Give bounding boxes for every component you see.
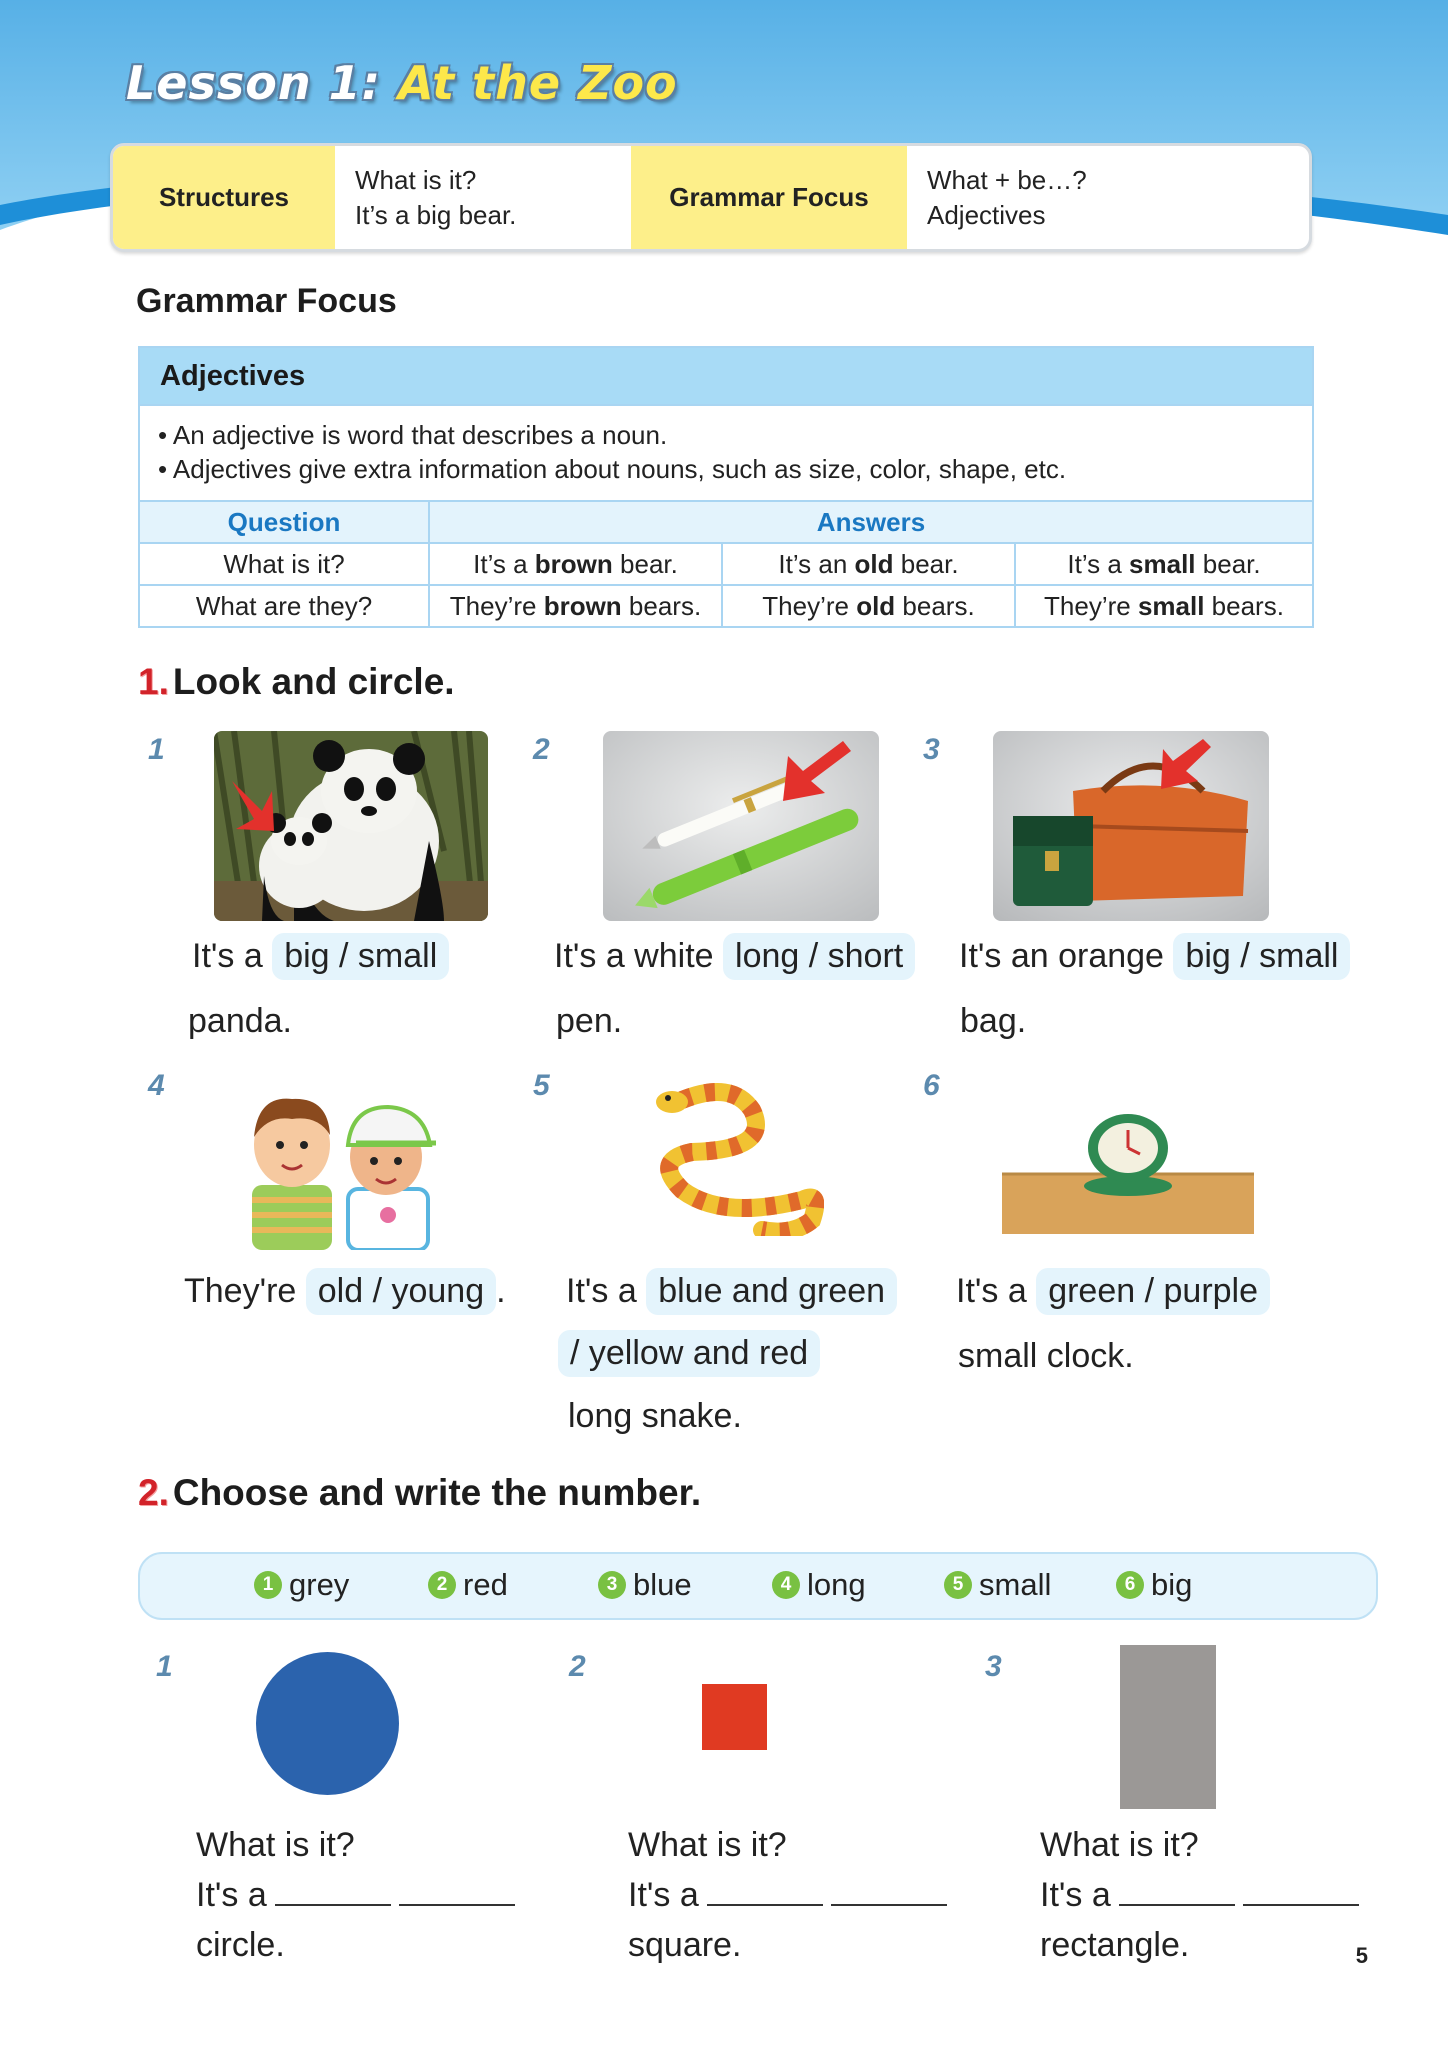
grammar-table-title: Adjectives xyxy=(140,348,1312,404)
item-number: 1 xyxy=(148,733,165,766)
grammar-note: • Adjectives give extra information about nouns, such as size, color, shape, etc. xyxy=(158,454,1067,484)
number-badge: 2 xyxy=(428,1571,456,1599)
exercise-2-number: 2. xyxy=(138,1472,169,1513)
table-cell-answer: It’s a brown bear. xyxy=(430,544,723,586)
shape-noun: square. xyxy=(628,1926,742,1964)
word-bank xyxy=(138,1552,1378,1620)
grammar-focus-heading: Grammar Focus xyxy=(136,282,397,320)
exercise-1-number: 1. xyxy=(138,661,169,702)
shape-noun: circle. xyxy=(196,1926,285,1964)
sentence-prefix: It's a white xyxy=(554,937,714,975)
item-number: 3 xyxy=(985,1650,1002,1683)
item-number: 5 xyxy=(533,1069,550,1102)
blue-circle-shape xyxy=(256,1652,399,1795)
lesson-info-box xyxy=(110,143,1312,252)
sentence-noun: pen. xyxy=(556,1002,623,1040)
answer-blank[interactable] xyxy=(831,1902,947,1906)
question-text: What is it? xyxy=(1040,1826,1199,1864)
question-header: Question xyxy=(140,502,430,544)
grammar-focus-text xyxy=(907,146,1307,249)
exercise-2-title xyxy=(138,1472,701,1514)
item-number: 2 xyxy=(533,733,550,766)
choice-pill[interactable]: long / short xyxy=(723,933,915,980)
table-cell-answer: They’re small bears. xyxy=(1044,590,1284,621)
question-text: What is it? xyxy=(196,1826,355,1864)
choice-pill[interactable]: green / purple xyxy=(1036,1268,1270,1315)
grammar-focus-line-1: What + be…? xyxy=(927,164,1087,195)
answer-line: It's a xyxy=(628,1870,947,1920)
sentence-prefix: It's a xyxy=(956,1272,1027,1310)
grammar-focus-label: Grammar Focus xyxy=(631,146,907,249)
sentence-line xyxy=(558,1330,820,1377)
answer-blank[interactable] xyxy=(1243,1902,1359,1906)
exercise-1-title xyxy=(138,661,455,703)
lesson-label: Lesson 1: xyxy=(126,56,382,110)
item-number: 3 xyxy=(923,733,940,766)
red-square-shape xyxy=(702,1684,767,1750)
sentence-line xyxy=(554,933,915,980)
exercise-2-instruction: Choose and write the number. xyxy=(172,1472,702,1513)
page-number: 5 xyxy=(1355,1943,1368,1968)
grey-rectangle-shape xyxy=(1120,1645,1216,1809)
grammar-notes xyxy=(140,404,1312,500)
word-bank-item: 5 small xyxy=(944,1567,1051,1603)
answer-blank[interactable] xyxy=(399,1902,515,1906)
sentence-noun: bag. xyxy=(960,1002,1027,1040)
sentence-noun: panda. xyxy=(188,1002,292,1040)
answer-blank[interactable] xyxy=(1119,1902,1235,1906)
item-number: 6 xyxy=(923,1069,940,1102)
word-bank-item: 4 long xyxy=(772,1567,866,1603)
number-badge: 3 xyxy=(598,1571,626,1599)
lesson-topic: At the Zoo xyxy=(398,56,678,110)
choice-pill[interactable]: old / young xyxy=(306,1268,496,1315)
structures-text xyxy=(335,146,645,249)
word-bank-item: 1 grey xyxy=(254,1567,349,1603)
item-number: 1 xyxy=(156,1650,173,1683)
sentence-line xyxy=(184,1268,506,1315)
panda-photo xyxy=(214,731,488,921)
table-cell-question: What is it? xyxy=(140,544,430,586)
exercise-1-instruction: Look and circle. xyxy=(172,661,455,702)
structures-label: Structures xyxy=(113,146,335,249)
table-cell-answer: They’re old bears. xyxy=(723,586,1016,626)
grammar-focus-line-2: Adjectives xyxy=(927,199,1046,230)
word-bank-item: 6 big xyxy=(1116,1567,1192,1603)
table-cell-answer: It’s a small bear. xyxy=(1016,544,1312,586)
item-number: 4 xyxy=(148,1069,165,1102)
sentence-line xyxy=(566,1268,897,1315)
sentence-prefix: It's a xyxy=(192,937,263,975)
question-text: What is it? xyxy=(628,1826,787,1864)
table-cell-answer: They’re brown bears. xyxy=(430,586,723,626)
word-bank-item: 3 blue xyxy=(598,1567,692,1603)
snake-illustration xyxy=(652,1080,824,1236)
choice-pill[interactable]: big / small xyxy=(1173,933,1350,980)
sentence-end: . xyxy=(496,1272,506,1310)
grammar-examples-grid xyxy=(140,500,1312,626)
sentence-line xyxy=(959,933,1350,980)
answer-blank[interactable] xyxy=(275,1902,391,1906)
table-cell-question: What are they? xyxy=(140,586,430,626)
question-block xyxy=(196,1820,515,1970)
question-block xyxy=(1040,1820,1359,1970)
sentence-prefix: They're xyxy=(184,1272,297,1310)
number-badge: 4 xyxy=(772,1571,800,1599)
bag-photo xyxy=(993,731,1269,921)
table-cell-answer: It’s an old bear. xyxy=(723,544,1016,586)
item-number: 2 xyxy=(569,1650,586,1683)
question-block xyxy=(628,1820,947,1970)
grammar-table xyxy=(138,346,1314,628)
answer-line: It's a xyxy=(196,1870,515,1920)
word-bank-item: 2 red xyxy=(428,1567,508,1603)
shape-noun: rectangle. xyxy=(1040,1926,1190,1964)
number-badge: 1 xyxy=(254,1571,282,1599)
answer-line: It's a xyxy=(1040,1870,1359,1920)
sentence-noun: small clock. xyxy=(958,1337,1134,1375)
sentence-line xyxy=(192,933,449,980)
number-badge: 5 xyxy=(944,1571,972,1599)
structures-line-1: What is it? xyxy=(355,164,477,195)
answer-blank[interactable] xyxy=(707,1902,823,1906)
lesson-title xyxy=(126,56,678,110)
choice-pill[interactable]: blue and green xyxy=(646,1268,897,1315)
choice-pill[interactable]: / yellow and red xyxy=(558,1330,820,1377)
number-badge: 6 xyxy=(1116,1571,1144,1599)
answers-header: Answers xyxy=(430,502,1312,544)
structures-line-2: It’s a big bear. xyxy=(355,199,517,230)
children-illustration xyxy=(248,1085,438,1250)
sentence-noun: long snake. xyxy=(568,1397,742,1435)
sentence-prefix: It's an orange xyxy=(959,937,1164,975)
choice-pill[interactable]: big / small xyxy=(272,933,449,980)
clock-illustration xyxy=(1002,1112,1254,1236)
sentence-prefix: It's a xyxy=(566,1272,637,1310)
sentence-line xyxy=(956,1268,1270,1315)
pen-photo xyxy=(603,731,879,921)
grammar-note: • An adjective is word that describes a noun. xyxy=(158,420,668,450)
